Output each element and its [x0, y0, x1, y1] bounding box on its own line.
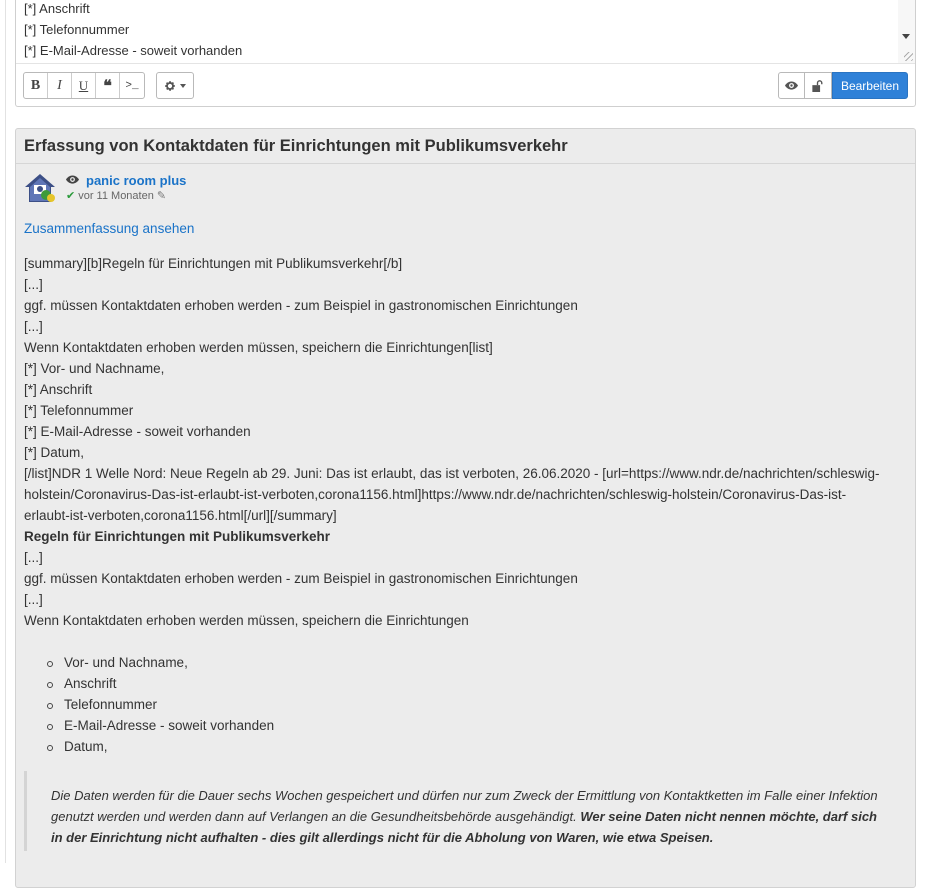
list-item: Datum, — [64, 739, 108, 754]
quote-strong: Wer seine Daten nicht nennen möchte, darf sich in der Einrichtung nicht aufhalten - dies gilt allerdings nicht für die Abholung von Waren, wie etwa Speisen. — [51, 809, 877, 845]
body-line: [summary][b]Regeln für Einrichtungen mit Publikumsverkehr[/b] — [24, 256, 403, 271]
body-line: [...] — [24, 592, 43, 607]
editor-actions — [778, 72, 908, 99]
scroll-down-icon[interactable] — [902, 34, 910, 39]
edit-button[interactable]: Bearbeiten — [832, 72, 908, 99]
post-heading: Regeln für Einrichtungen mit Publikumsverkehr — [24, 529, 331, 544]
post-meta — [66, 189, 166, 202]
bullet-icon — [47, 661, 53, 667]
editor-textarea[interactable] — [16, 0, 915, 64]
reply-editor — [15, 0, 916, 107]
bold-button[interactable]: B — [24, 73, 48, 98]
resize-grip-icon[interactable] — [904, 52, 913, 61]
blockquote — [24, 771, 908, 851]
avatar[interactable] — [24, 173, 56, 203]
body-line: [...] — [24, 319, 43, 334]
post-time: vor 11 Monaten — [78, 189, 154, 202]
body-line: holstein/Coronavirus-Das-ist-erlaubt-ist-verboten,corona1156.html]https://www.ndr.de/nachrichten/schleswig-holstein/Coronavirus-Das-ist- — [24, 487, 847, 502]
list-item: Telefonnummer — [64, 697, 157, 712]
underline-button[interactable]: U — [72, 73, 96, 98]
body-line: [*] Vor- und Nachname, — [24, 361, 165, 376]
bullet-icon — [47, 703, 53, 709]
gear-icon — [164, 80, 176, 92]
editor-line: [*] Anschrift — [24, 1, 90, 16]
editor-line: [*] Telefonnummer — [24, 22, 130, 37]
summary-link[interactable]: Zusammenfassung ansehen — [24, 221, 195, 236]
body-line: ggf. müssen Kontaktdaten erhoben werden - zum Beispiel in gastronomischen Einrichtungen — [24, 571, 578, 586]
left-border — [5, 0, 6, 863]
pencil-icon[interactable]: ✎ — [156, 190, 167, 202]
body-line: [...] — [24, 277, 43, 292]
unlock-icon — [812, 80, 823, 92]
chevron-down-icon — [180, 84, 186, 88]
list-item: Anschrift — [64, 676, 117, 691]
preview-button[interactable] — [778, 72, 805, 99]
body-line: [*] Anschrift — [24, 382, 93, 397]
post-card — [15, 128, 916, 888]
lock-toggle-button[interactable] — [805, 72, 832, 99]
body-line: Wenn Kontaktdaten erhoben werden müssen, speichern die Einrichtungen[list] — [24, 340, 493, 355]
body-line: [/list]NDR 1 Welle Nord: Neue Regeln ab 29. Juni: Das ist erlaubt, das ist verboten, 26.06.2020 - [url=https://www.ndr.de/nachrichten/schleswig- — [24, 466, 880, 481]
watch-eye-icon[interactable] — [66, 175, 79, 184]
list-item: E-Mail-Adresse - soweit vorhanden — [64, 718, 274, 733]
eye-icon — [785, 81, 798, 90]
body-line: erlaubt-ist-verboten,corona1156.html[/url][/summary] — [24, 508, 337, 523]
bullet-icon — [47, 682, 53, 688]
bullet-icon — [47, 745, 53, 751]
body-line: [*] E-Mail-Adresse - soweit vorhanden — [24, 424, 251, 439]
author-link[interactable]: panic room plus — [86, 173, 187, 188]
post-title: Erfassung von Kontaktdaten für Einrichtungen mit Publikumsverkehr — [16, 129, 915, 164]
quote-text: Die Daten werden für die Dauer sechs Wochen gespeichert und dürfen nur zum Zweck der Ermittlung von Kontaktketten im Falle einer Infektion genutzt werden und werden dann auf Verlangen an die Gesundheitsbehörde ausgehändigt. — [51, 788, 878, 824]
body-line: Wenn Kontaktdaten erhoben werden müssen, speichern die Einrichtungen — [24, 613, 469, 628]
editor-toolbar — [16, 65, 915, 105]
code-button[interactable]: >_ — [125, 79, 139, 92]
bullet-icon — [47, 724, 53, 730]
italic-button[interactable]: I — [48, 73, 72, 98]
format-button-group — [23, 72, 145, 99]
quote-button[interactable]: ❝ — [96, 73, 120, 98]
settings-dropdown-button[interactable] — [156, 72, 194, 99]
check-icon: ✔ — [66, 190, 76, 202]
body-line: ggf. müssen Kontaktdaten erhoben werden - zum Beispiel in gastronomischen Einrichtungen — [24, 298, 578, 313]
body-line: [...] — [24, 550, 43, 565]
body-line: [*] Datum, — [24, 445, 85, 460]
body-line: [*] Telefonnummer — [24, 403, 134, 418]
editor-line: [*] E-Mail-Adresse - soweit vorhanden — [24, 43, 243, 58]
list-item: Vor- und Nachname, — [64, 655, 188, 670]
